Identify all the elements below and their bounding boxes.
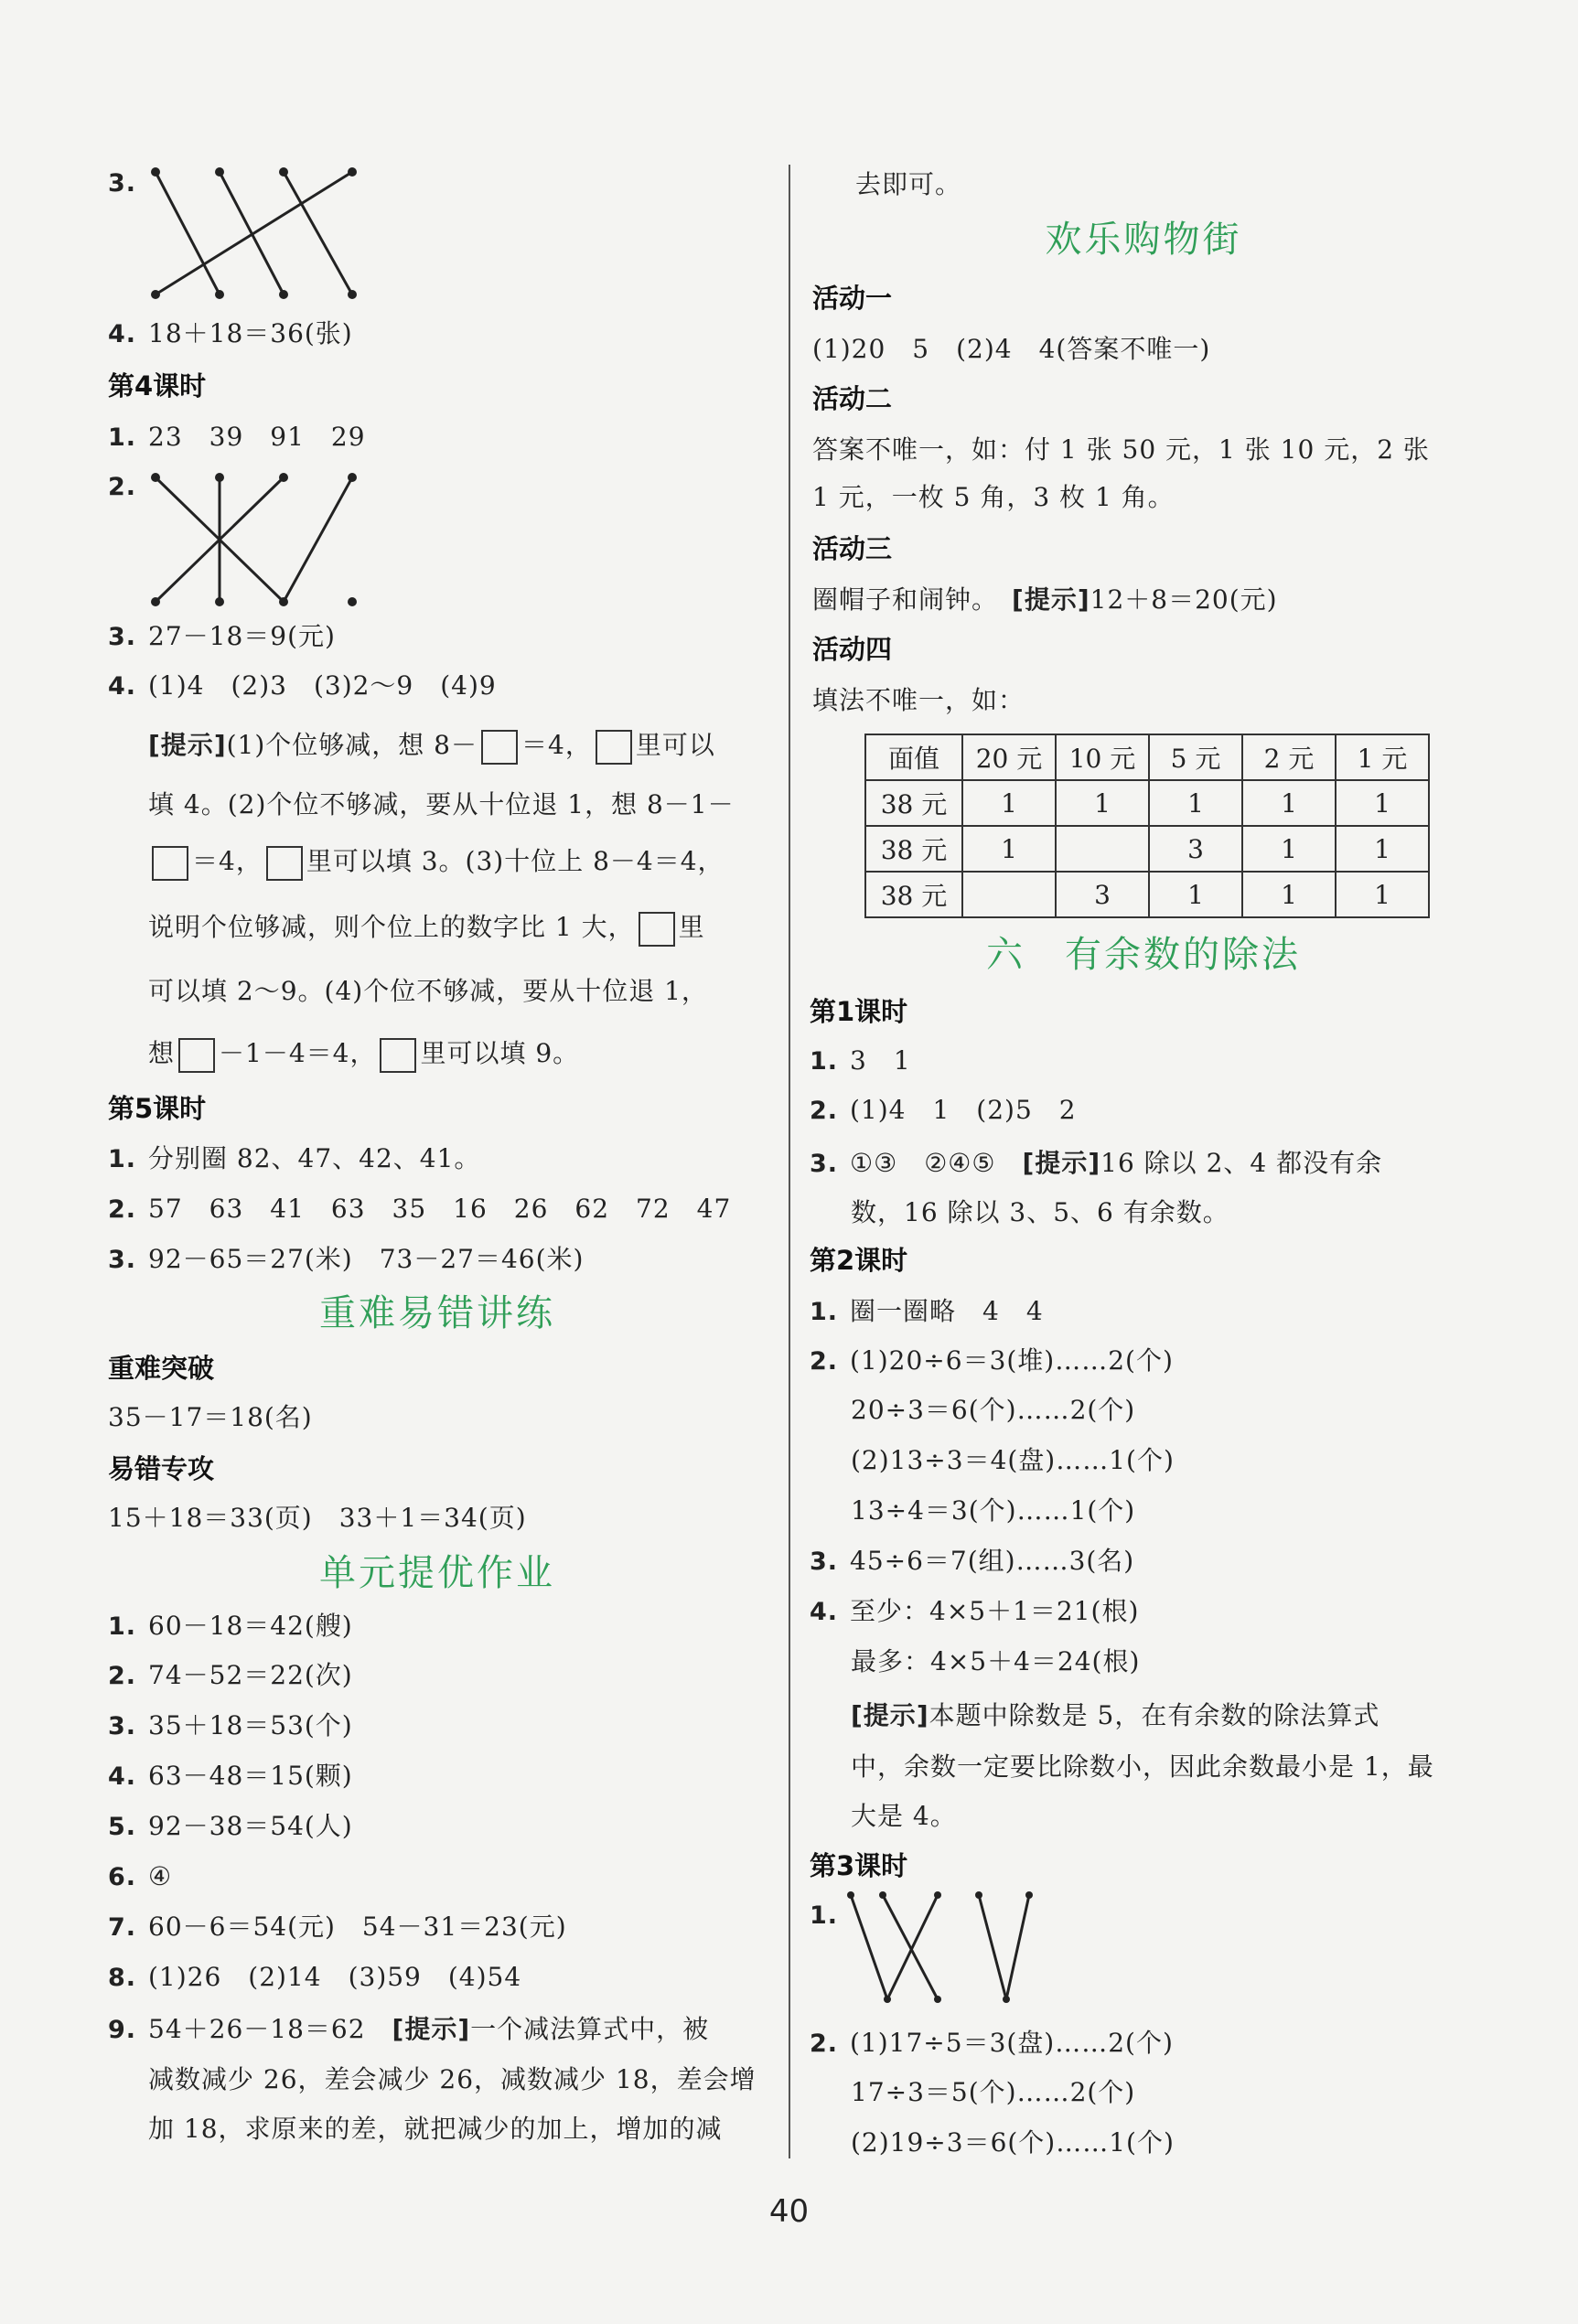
lesson2-q4-hint-line-3: 大是 4。 [851, 1801, 957, 1831]
table-header-row [865, 734, 1429, 780]
question-number: 4. [108, 1762, 137, 1791]
activity-2-answer-line-2: 1 元，一枚 5 角，3 枚 1 角。 [812, 482, 1175, 512]
hint-text: 16 除以 2、4 都没有余 [1100, 1148, 1383, 1178]
dot [279, 167, 288, 177]
answer-text: 圈一圈略 4 4 [850, 1296, 1044, 1326]
table-cell: 1 [1242, 826, 1336, 872]
lesson2-q1 [810, 1293, 1044, 1331]
activity-1-answer: (1)20 5 (2)4 4(答案不唯一) [812, 334, 1211, 364]
lesson5-q1 [108, 1141, 480, 1178]
lesson2-q2-line-4: 13÷4＝3(个)……1(个) [851, 1495, 1136, 1526]
question-number: 7. [108, 1913, 137, 1942]
hint-text: 一个减法算式中，被 [470, 2014, 710, 2044]
dot [934, 1996, 941, 2003]
column-divider [789, 165, 790, 2158]
answer-text: 60－6＝54(元) 54－31＝23(元) [148, 1912, 567, 1942]
table-row [865, 780, 1429, 826]
table-cell: 38 元 [865, 872, 962, 917]
table-cell: 1 [1336, 826, 1429, 872]
hint-line-5: 可以填 2～9。(4)个位不够减，要从十位退 1， [148, 976, 708, 1006]
question-number: 9. [108, 2016, 137, 2044]
hint-label: [提示] [1022, 1148, 1101, 1178]
section-title-division-with-remainder: 六 有余数的除法 [986, 934, 1301, 976]
lesson5-q2 [108, 1191, 731, 1228]
hint-text: 说明个位够减，则个位上的数字比 1 大， [148, 912, 635, 942]
continued-text: 去即可。 [855, 169, 962, 199]
unit-q8 [108, 1959, 521, 1997]
dot [215, 597, 224, 606]
lesson2-q4-line-2: 最多：4×5＋4＝24(根) [851, 1646, 1141, 1676]
lesson1-q1 [810, 1043, 911, 1080]
table-cell: 1 [962, 826, 1056, 872]
match-line [284, 172, 352, 295]
unit-q2 [108, 1657, 353, 1695]
match-line [979, 1895, 1006, 1999]
table-cell: 1 [1149, 872, 1242, 917]
question-number: 3. [108, 169, 137, 198]
match-line [1006, 1895, 1029, 1999]
dot [215, 473, 224, 482]
question-number: 2. [810, 1097, 839, 1125]
lesson1-q3 [810, 1145, 1382, 1183]
question-number: 2. [810, 1347, 839, 1376]
answer-text: ①③ ②④⑤ [850, 1148, 996, 1178]
answer-text: 3 1 [850, 1045, 911, 1076]
activity-1-heading: 活动一 [812, 283, 893, 314]
lesson4-q2-label [108, 468, 148, 506]
lesson4-q1 [108, 419, 366, 456]
answer-text: 27－18＝9(元) [148, 621, 336, 651]
table-header-cell: 2 元 [1242, 734, 1336, 780]
question-number: 2. [108, 1662, 137, 1690]
matching-lines-figure-2 [146, 466, 366, 613]
dot [975, 1891, 982, 1899]
blank-box [152, 846, 188, 881]
match-line [851, 1895, 887, 1999]
blank-box [481, 730, 518, 765]
answer-text: 74－52＝22(次) [148, 1660, 353, 1690]
unit-q6 [108, 1858, 172, 1896]
answer-text: 57 63 41 63 35 16 26 62 72 47 [148, 1194, 732, 1224]
dot [348, 473, 357, 482]
dot [279, 473, 288, 482]
unit-q9-hint-line-2: 减数减少 26，差会减少 26，减数减少 18，差会增 [148, 2064, 757, 2094]
dot [934, 1891, 941, 1899]
question-number: 6. [108, 1863, 137, 1891]
lesson2-q4-hint-line-2: 中，余数一定要比除数小，因此余数最小是 1，最 [851, 1751, 1434, 1782]
answer-text: (1)4 1 (2)5 2 [850, 1095, 1077, 1125]
question-number: 4. [810, 1598, 839, 1626]
dot [348, 597, 357, 606]
hint-label: [提示] [851, 1700, 929, 1730]
answer-text: 45÷6＝7(组)……3(名) [850, 1546, 1135, 1576]
lesson4-q3 [108, 618, 336, 656]
table-cell: 1 [1336, 780, 1429, 826]
match-line [284, 477, 352, 602]
question-number: 4. [108, 320, 137, 348]
answer-text: 63－48＝15(颗) [148, 1761, 353, 1791]
hint-text: 想 [148, 1038, 176, 1068]
hint-text: －1－4＝4， [219, 1038, 377, 1068]
table-cell: 1 [1056, 780, 1149, 826]
hint-text: 12＋8＝20(元) [1090, 584, 1278, 615]
question-number: 5. [108, 1813, 137, 1841]
hint-line-4 [148, 909, 705, 947]
lesson-2-heading: 第2课时 [810, 1245, 908, 1276]
lesson3-q2-line-3: (2)19÷3＝6(个)……1(个) [851, 2127, 1175, 2158]
lesson3-q2-line-2: 17÷3＝5(个)……2(个) [851, 2077, 1136, 2107]
table-cell [962, 872, 1056, 917]
question-number: 1. [108, 1612, 137, 1641]
question-number: 3. [108, 623, 137, 651]
hint-text: 里可以填 9。 [420, 1038, 580, 1068]
section-title-key-difficulties: 重难易错讲练 [319, 1292, 555, 1334]
table-cell: 38 元 [865, 780, 962, 826]
match-line [156, 172, 352, 295]
dot [348, 290, 357, 299]
unit-q9-hint-line-3: 加 18，求原来的差，就把减少的加上，增加的减 [148, 2114, 723, 2144]
table-cell: 1 [1242, 780, 1336, 826]
dot [847, 1891, 854, 1899]
table-header-cell: 20 元 [962, 734, 1056, 780]
activity-4-heading: 活动四 [812, 634, 893, 665]
question-number: 1. [108, 423, 137, 452]
lesson2-q4-hint [851, 1697, 1379, 1734]
lesson-5-heading: 第5课时 [108, 1093, 207, 1124]
section-title-shopping-street: 欢乐购物街 [1045, 219, 1242, 261]
answer-text: 60－18＝42(艘) [148, 1611, 353, 1641]
lesson5-q3 [108, 1241, 584, 1279]
lesson-1-heading: 第1课时 [810, 996, 908, 1027]
table-row [865, 872, 1429, 917]
hint-line-1 [148, 727, 715, 765]
answer-text: 圈帽子和闹钟。 [812, 584, 986, 615]
table-cell: 3 [1149, 826, 1242, 872]
lesson4-q4 [108, 668, 497, 705]
dot [151, 473, 160, 482]
question-number: 3. [108, 1246, 137, 1274]
hint-label: [提示] [1012, 584, 1090, 615]
page-number: 40 [768, 2193, 810, 2230]
hint-text: ＝4， [521, 730, 592, 760]
hint-text: ＝4， [192, 846, 263, 876]
hint-line-6 [148, 1035, 579, 1073]
lesson-4-heading: 第4课时 [108, 370, 207, 402]
dot [151, 167, 160, 177]
table-cell: 3 [1056, 872, 1149, 917]
question-number: 8. [108, 1964, 137, 1992]
unit-q5 [108, 1808, 353, 1846]
question-number: 1. [810, 1901, 839, 1930]
blank-box [639, 912, 675, 947]
question-number: 3. [810, 1150, 839, 1178]
lesson1-q3-hint-line-2: 数，16 除以 3、5、6 有余数。 [851, 1197, 1229, 1227]
lesson-3-heading: 第3课时 [810, 1850, 908, 1881]
hint-text: 里可以填 3。(3)十位上 8－4＝4， [306, 846, 725, 876]
question-number: 2. [108, 473, 137, 501]
activity-3-heading: 活动三 [812, 533, 893, 564]
subheading-common-errors: 易错专攻 [108, 1453, 215, 1484]
answer-text: (1)17÷5＝3(盘)……2(个) [850, 2028, 1174, 2058]
activity-2-answer-line-1: 答案不唯一，如：付 1 张 50 元，1 张 10 元，2 张 [812, 434, 1430, 465]
question-number: 1. [810, 1047, 839, 1076]
table-header-cell: 10 元 [1056, 734, 1149, 780]
lesson2-q2 [810, 1343, 1174, 1380]
question-number: 1. [108, 1145, 137, 1173]
table-cell: 1 [1149, 780, 1242, 826]
table-header-cell: 5 元 [1149, 734, 1242, 780]
lesson3-q2 [810, 2025, 1174, 2062]
hint-label: [提示] [148, 730, 227, 760]
dot [1025, 1891, 1033, 1899]
blank-box [596, 730, 632, 765]
answer-text: 92－38＝54(人) [148, 1811, 353, 1841]
table-header-cell: 1 元 [1336, 734, 1429, 780]
activity-3-answer [812, 582, 1278, 618]
dot [151, 290, 160, 299]
matching-lines-figure-3 [842, 1890, 1061, 2008]
table-row [865, 826, 1429, 872]
blank-box [266, 846, 303, 881]
dot [884, 1996, 891, 2003]
table-cell: 1 [1242, 872, 1336, 917]
answer-text: 至少：4×5＋1＝21(根) [850, 1596, 1140, 1626]
hint-text: (1)个位够减，想 8－ [226, 730, 478, 760]
dot [348, 167, 357, 177]
answer-text: 23 39 91 29 [148, 422, 366, 452]
dot [879, 1891, 886, 1899]
hint-text: 里可以 [635, 730, 715, 760]
lesson2-q3 [810, 1543, 1134, 1580]
question-number: 3. [108, 1712, 137, 1740]
question-number: 4. [108, 672, 137, 701]
unit-q1 [108, 1608, 353, 1645]
blank-box [178, 1038, 215, 1073]
question-number: 2. [108, 1195, 137, 1224]
answer-text: 分别圈 82、47、42、41。 [148, 1143, 481, 1173]
hint-line-3 [148, 843, 725, 881]
question-number: 2. [810, 2029, 839, 2058]
subheading-key-breakthrough: 重难突破 [108, 1353, 215, 1384]
answer-text: 54＋26－18＝62 [148, 2014, 366, 2044]
answer-text: (1)20÷6＝3(堆)……2(个) [850, 1345, 1174, 1376]
matching-lines-figure-1 [146, 165, 366, 311]
hint-text: 本题中除数是 5，在有余数的除法算式 [929, 1700, 1380, 1730]
hint-label: [提示] [392, 2014, 471, 2044]
answer-text: (1)26 (2)14 (3)59 (4)54 [148, 1962, 522, 1992]
dot [1003, 1996, 1010, 2003]
lesson1-q2 [810, 1092, 1077, 1130]
dot [279, 597, 288, 606]
lesson2-q2-line-3: (2)13÷3＝4(盘)……1(个) [851, 1445, 1175, 1475]
common-errors-answer: 15＋18＝33(页) 33＋1＝34(页) [108, 1503, 527, 1533]
question-number: 3. [810, 1548, 839, 1576]
answer-text: ④ [148, 1861, 173, 1891]
dot [215, 290, 224, 299]
unit-q4 [108, 1758, 353, 1795]
hint-line-2: 填 4。(2)个位不够减，要从十位退 1，想 8－1－ [148, 789, 735, 819]
unit-q7 [108, 1909, 567, 1946]
unit-q9 [108, 2011, 709, 2049]
hint-text: 里 [678, 912, 705, 942]
dot [215, 167, 224, 177]
answer-text: (1)4 (2)3 (3)2～9 (4)9 [148, 670, 497, 701]
activity-2-heading: 活动二 [812, 383, 893, 414]
lesson2-q4 [810, 1593, 1139, 1631]
table-cell: 38 元 [865, 826, 962, 872]
answer-text: 18＋18＝36(张) [148, 318, 353, 348]
dot [151, 597, 160, 606]
lesson2-q2-line-2: 20÷3＝6(个)……2(个) [851, 1395, 1136, 1425]
activity-4-intro: 填法不唯一，如： [812, 685, 1025, 715]
blank-box [380, 1038, 416, 1073]
table-header-cell: 面值 [865, 734, 962, 780]
left-q3-label [108, 165, 148, 202]
table-cell [1056, 826, 1149, 872]
answer-text: 35＋18＝53(个) [148, 1710, 353, 1740]
section-title-unit-homework: 单元提优作业 [319, 1552, 555, 1594]
key-breakthrough-answer: 35－17＝18(名) [108, 1402, 313, 1432]
unit-q3 [108, 1708, 353, 1745]
dot [279, 290, 288, 299]
table-cell: 1 [1336, 872, 1429, 917]
question-number: 1. [810, 1298, 839, 1326]
answer-text: 92－65＝27(米) 73－27＝46(米) [148, 1244, 585, 1274]
left-q4-line [108, 316, 353, 353]
denomination-table [864, 734, 1430, 918]
table-cell: 1 [962, 780, 1056, 826]
